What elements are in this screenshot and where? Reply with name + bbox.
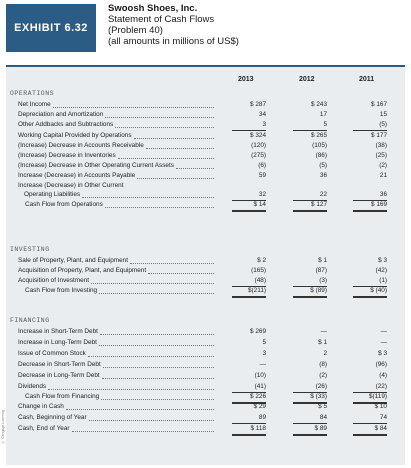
value-2012: 22 <box>293 190 327 201</box>
row-inc-st-debt <box>0 327 411 337</box>
row-acq-ppe <box>0 266 411 276</box>
value-2013: 3 <box>262 350 266 357</box>
value-2012: $ 243 <box>311 101 327 108</box>
row-acq-investment <box>0 276 411 286</box>
row-label: Working Capital Provided by Operations <box>18 132 132 139</box>
dot-leader <box>103 360 214 368</box>
value-2013: 3 <box>232 120 266 131</box>
value-2011: (22) <box>353 382 387 393</box>
value-2013: (48) <box>232 276 266 287</box>
exhibit-label: EXHIBIT 6.32 <box>6 4 96 52</box>
value-2012: 17 <box>319 111 327 118</box>
row-cash-end <box>0 424 411 434</box>
value-2012: 36 <box>319 172 327 179</box>
copyright-note: © Cengage Learning <box>1 410 5 444</box>
value-2013: 5 <box>262 339 266 346</box>
value-2011: (42) <box>375 267 387 274</box>
section-financing: FINANCING <box>10 317 50 324</box>
value-2011: (38) <box>375 142 387 149</box>
value-2011: $ 10 <box>374 403 387 410</box>
value-2012: $ 265 <box>311 132 327 139</box>
value-2011: (2) <box>379 162 387 169</box>
row-label: (Increase) Decrease in Other Operating Current Assets <box>18 162 174 169</box>
row-label: Depreciation and Amortization <box>18 111 104 118</box>
value-2011: 36 <box>353 190 387 201</box>
dot-leader <box>91 276 214 284</box>
row-label: Dividends <box>18 383 47 390</box>
value-2012: (3) <box>293 276 327 287</box>
row-dec-st-debt <box>0 360 411 370</box>
dot-leader <box>137 171 214 179</box>
row-inventories <box>0 151 411 161</box>
value-2012: (8) <box>319 361 327 368</box>
statement-heading <box>108 3 239 47</box>
row-accounts-payable <box>0 171 411 181</box>
value-2013: (120) <box>251 142 266 149</box>
row-label: Cash, End of Year <box>18 425 70 432</box>
value-2013: — <box>259 361 266 368</box>
value-2011: 74 <box>353 413 387 424</box>
row-label: Increase in Long-Term Debt <box>18 339 97 346</box>
dot-leader <box>82 190 214 198</box>
value-2013: (165) <box>251 267 266 274</box>
value-2012: $ 1 <box>318 257 327 264</box>
value-2012: $ (89) <box>293 286 327 298</box>
dot-leader <box>118 151 214 159</box>
row-label: Acquisition of Property, Plant, and Equipment <box>18 267 147 274</box>
dot-leader <box>101 392 214 400</box>
exhibit-header <box>0 0 411 56</box>
value-2012: 5 <box>293 120 327 131</box>
value-2011: 15 <box>379 111 387 118</box>
dot-leader <box>105 110 214 118</box>
value-2011: $ 167 <box>371 101 387 108</box>
row-label: Cash Flow from Financing <box>25 393 100 400</box>
dot-leader <box>99 338 214 346</box>
value-2013: (41) <box>232 382 266 393</box>
dot-leader <box>66 402 214 410</box>
value-2013: 32 <box>232 190 266 201</box>
value-2012: $ 5 <box>318 403 327 410</box>
section-operations: OPERATIONS <box>10 90 55 97</box>
dot-leader <box>102 371 214 379</box>
value-2012: $ 1 <box>318 339 327 346</box>
year-header-1: 2012 <box>299 76 315 83</box>
dot-leader <box>88 349 214 357</box>
row-sale-ppe <box>0 256 411 266</box>
value-2012: 2 <box>323 350 327 357</box>
value-2012: (87) <box>315 267 327 274</box>
value-2011: (5) <box>353 120 387 131</box>
row-label: Net Income <box>18 101 51 108</box>
value-2013: $ 226 <box>232 392 266 404</box>
value-2013: 89 <box>232 413 266 424</box>
value-2013: 34 <box>258 111 266 118</box>
row-label: Acquisition of Investment <box>18 277 90 284</box>
value-2013: $ 14 <box>232 200 266 212</box>
value-2012: (86) <box>315 152 327 159</box>
row-other-addbacks <box>0 120 411 130</box>
value-2013: (6) <box>258 162 266 169</box>
dot-leader <box>176 161 214 169</box>
dot-leader <box>146 141 214 149</box>
value-2011: $ 169 <box>353 200 387 212</box>
value-2011: $(119) <box>353 392 387 404</box>
row-other-current-assets <box>0 161 411 171</box>
value-2012: $ (33) <box>293 392 327 404</box>
value-2013: $(211) <box>232 286 266 298</box>
value-2012: (2) <box>319 372 327 379</box>
value-2012: $ 89 <box>293 424 327 436</box>
row-label: Cash Flow from Investing <box>25 287 98 294</box>
value-2013: (10) <box>254 372 266 379</box>
row-wc-operations <box>0 131 411 141</box>
row-label: Increase (Decrease) in Other Current <box>18 182 124 189</box>
row-cash-begin <box>0 413 411 423</box>
row-cf-operations <box>0 200 411 210</box>
units-note: (all amounts in millions of US$) <box>108 36 239 47</box>
dot-leader <box>89 413 214 421</box>
row-label: Sale of Property, Plant, and Equipment <box>18 257 129 264</box>
year-header-0: 2013 <box>238 76 254 83</box>
dot-leader <box>100 327 214 335</box>
row-label: Decrease in Long-Term Debt <box>18 372 100 379</box>
statement-title: Statement of Cash Flows <box>108 14 215 25</box>
dot-leader <box>134 131 214 139</box>
value-2011: (4) <box>379 372 387 379</box>
row-label: Operating Liabilities <box>24 191 81 198</box>
value-2012: $ 127 <box>293 200 327 212</box>
value-2011: — <box>380 328 387 335</box>
value-2013: $ 269 <box>250 328 266 335</box>
dot-leader <box>48 382 214 390</box>
dot-leader <box>99 286 214 294</box>
row-accounts-receivable <box>0 141 411 151</box>
dot-leader <box>72 424 214 432</box>
row-label: Cash Flow from Operations <box>25 201 103 208</box>
row-cf-investing <box>0 286 411 296</box>
value-2011: $ 3 <box>378 350 387 357</box>
row-label: Issue of Common Stock <box>18 350 86 357</box>
row-label: Increase (Decrease) in Accounts Payable <box>18 172 136 179</box>
problem-reference: (Problem 40) <box>108 25 163 36</box>
section-investing: INVESTING <box>10 246 50 253</box>
value-2013: $ 324 <box>250 132 266 139</box>
dot-leader <box>53 100 214 108</box>
row-net-income <box>0 100 411 110</box>
value-2011: — <box>380 339 387 346</box>
value-2011: $ (40) <box>353 286 387 298</box>
value-2011: $ 177 <box>371 132 387 139</box>
row-label: Change in Cash <box>18 403 64 410</box>
row-label: Decrease in Short-Term Debt <box>18 361 101 368</box>
row-depreciation <box>0 110 411 120</box>
value-2013: $ 29 <box>253 403 266 410</box>
row-label: Other Addbacks and Subtractions <box>18 121 114 128</box>
year-header-2: 2011 <box>359 76 375 83</box>
row-inc-lt-debt <box>0 338 411 348</box>
row-label: Cash, Beginning of Year <box>18 414 87 421</box>
value-2011: $ 84 <box>353 424 387 436</box>
value-2012: (105) <box>312 142 327 149</box>
dot-leader <box>148 266 214 274</box>
value-2011: 21 <box>379 172 387 179</box>
value-2012: (26) <box>293 382 327 393</box>
value-2013: (275) <box>251 152 266 159</box>
value-2011: (1) <box>353 276 387 287</box>
value-2011: (96) <box>375 361 387 368</box>
row-label: Increase in Short-Term Debt <box>18 328 98 335</box>
row-cf-financing <box>0 392 411 402</box>
row-label: (Increase) Decrease in Inventories <box>18 152 116 159</box>
row-change-cash <box>0 402 411 412</box>
value-2011: (25) <box>375 152 387 159</box>
value-2013: $ 287 <box>250 101 266 108</box>
value-2013: 59 <box>258 172 266 179</box>
dot-leader <box>105 200 214 208</box>
value-2013: $ 118 <box>232 424 266 436</box>
row-label: (Increase) Decrease in Accounts Receivable <box>18 142 144 149</box>
company-name: Swoosh Shoes, Inc. <box>108 3 198 14</box>
value-2011: $ 3 <box>378 257 387 264</box>
dot-leader <box>130 256 214 264</box>
value-2013: $ 2 <box>257 257 266 264</box>
row-issue-common <box>0 349 411 359</box>
value-2012: — <box>320 328 327 335</box>
row-dividends <box>0 382 411 392</box>
value-2012: 84 <box>293 413 327 424</box>
row-dec-lt-debt <box>0 371 411 381</box>
dot-leader <box>115 120 214 128</box>
value-2012: (5) <box>319 162 327 169</box>
row-other-current-liab-2 <box>0 190 411 200</box>
